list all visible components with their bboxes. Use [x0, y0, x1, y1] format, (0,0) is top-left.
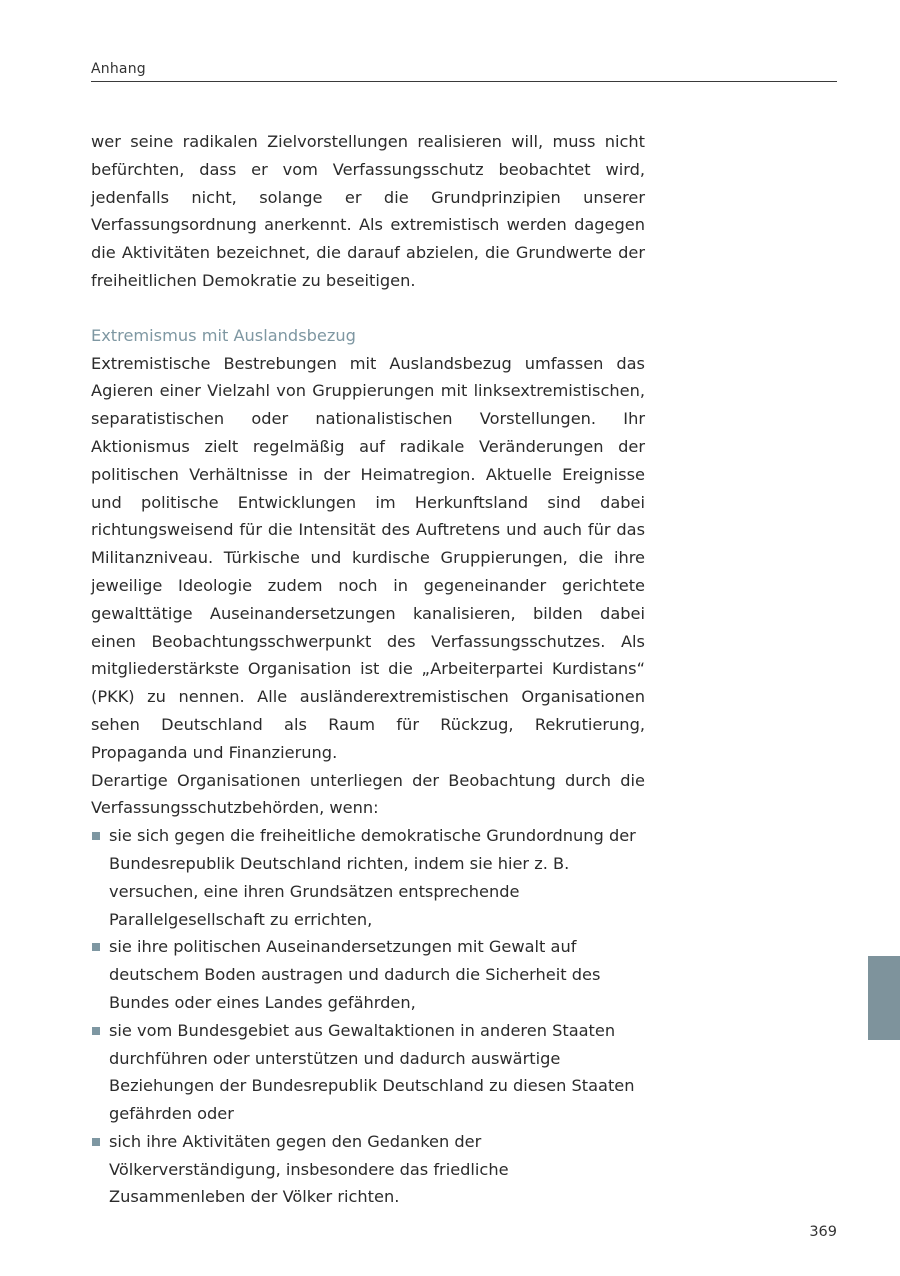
intro-paragraph: wer seine radikalen Zielvorstellungen realisieren will, muss nicht befürchten, dass er vom Verfassungsschutz beobachtet wird, jedenfalls nicht, solange er die Grundprinzipien unserer Verfassungsordnung anerkennt. Als extremistisch werden dagegen die Aktivitäten bezeichnet, die darauf abzielen, die Grundwerte der freiheitlichen Demokratie zu beseitigen. — [91, 132, 645, 290]
list-item — [91, 822, 645, 933]
list-item-text: sie sich gegen die freiheitliche demokratische Grundordnung der Bundesrepublik Deutschland richten, indem sie hier z. B. versuchen, eine ihren Grundsätzen entsprechende Parallelgesellschaft zu errichten, — [109, 826, 636, 929]
section-heading: Extremismus mit Auslandsbezug — [91, 325, 356, 345]
list-item-text: sich ihre Aktivitäten gegen den Gedanken der Völkerverständigung, insbesondere das friedliche Zusammenleben der Völker richten. — [109, 1131, 509, 1207]
section-paragraph-1: Extremistische Bestrebungen mit Auslandsbezug umfassen das Agieren einer Vielzahl von Gruppierungen mit linksextremistischen, separatistischen oder nationalistischen Vorstellungen. Ihr Aktionismus zielt regelmäßig auf radikale Veränderungen der politischen Verhältnisse in der Heimatregion. Aktuelle Ereignisse und politische Entwicklungen im Herkunftsland sind dabei richtungsweisend für die Intensität des Auftretens und auch für das Militanzniveau. Türkische und kurdische Gruppierungen, die ihre jeweilige Ideologie zudem noch in gegeneinander gerichtete gewalttätige Auseinandersetzungen kanalisieren, bilden dabei einen Beobachtungsschwerpunkt des Verfassungsschutzes. Als mitgliederstärkste Organisation ist die „Arbeiterpartei Kurdistans“ (PKK) zu nennen. Alle ausländerextremistischen Organisationen sehen Deutschland als Raum für Rückzug, Rekrutierung, Propaganda und Finanzierung. — [91, 353, 645, 762]
main-content — [91, 128, 645, 1211]
square-bullet-icon — [92, 943, 100, 951]
list-item-text: sie vom Bundesgebiet aus Gewaltaktionen in anderen Staaten durchführen oder unterstützen und dadurch auswärtige Beziehungen der Bundesrepublik Deutschland zu diesen Staaten gefährden oder — [109, 1020, 635, 1124]
square-bullet-icon — [92, 1138, 100, 1146]
section-paragraph-2: Derartige Organisationen unterliegen der Beobachtung durch die Verfassungsschutzbehörden, wenn: — [91, 770, 645, 818]
square-bullet-icon — [92, 832, 100, 840]
page-number: 369 — [809, 1224, 837, 1240]
list-item — [91, 1017, 645, 1128]
chapter-side-tab — [868, 956, 900, 1040]
list-item — [91, 1128, 645, 1211]
list-item — [91, 933, 645, 1016]
header-label: Anhang — [91, 61, 146, 77]
criteria-list — [91, 822, 645, 1211]
list-item-text: sie ihre politischen Auseinandersetzungen mit Gewalt auf deutschem Boden austragen und dadurch die Sicherheit des Bundes oder eines Landes gefährden, — [109, 937, 601, 1012]
square-bullet-icon — [92, 1027, 100, 1035]
running-header — [91, 58, 837, 82]
